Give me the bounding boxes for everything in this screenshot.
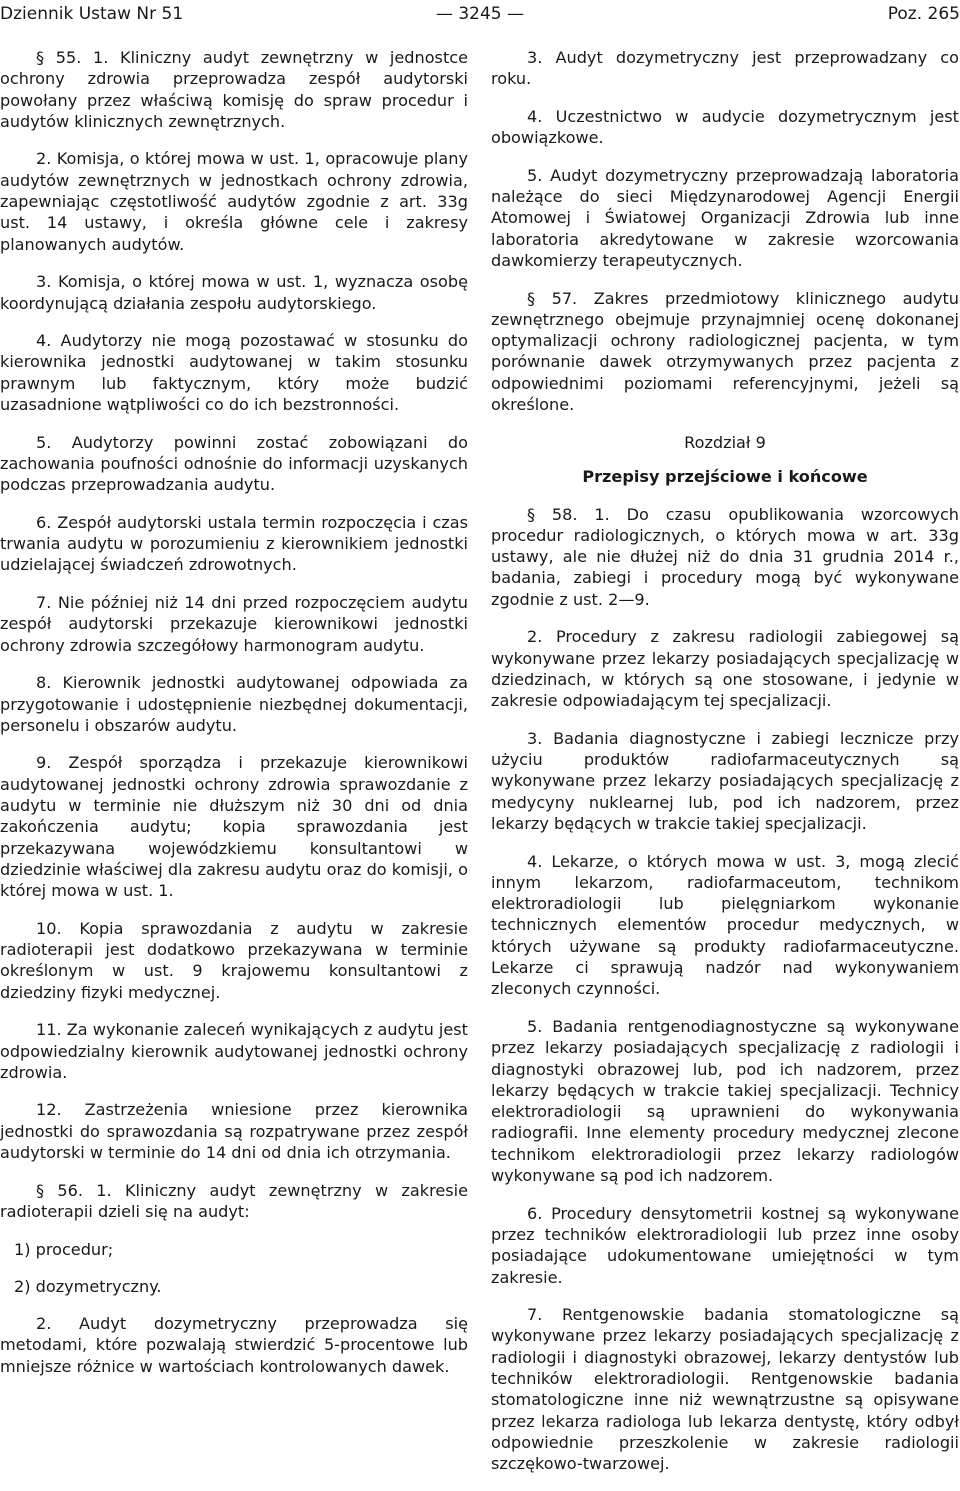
- paragraph-s57: § 57. Zakres przedmiotowy klinicznego audytu zewnętrznego obejmuje przynajmniej ocenę dokonanej optymalizacji ochrony radiologicznej pacjenta, w tym porównanie dawek otrzymywanych przez pacjenta z odpowiednimi poziomami referencyjnymi, jeżeli są określone.: [491, 288, 959, 415]
- paragraph-s58-5: 5. Badania rentgenodiagnostyczne są wykonywane przez lekarzy posiadających specjalizację z radiologii i diagnostyki obrazowej lub, pod ich nadzorem, przez lekarzy będących w trakcie takiej specjalizacji. Technicy elektroradiologii są uprawnieni do wykonywania radiografii. Inne elementy procedury medycznej zlecone technikom elektroradiologii przez lekarzy radiologów wykonywane są pod ich nadzorem.: [491, 1016, 959, 1186]
- paragraph-s58-1: § 58. 1. Do czasu opublikowania wzorcowych procedur radiologicznych, o których mowa w art. 33g ustawy, ale nie dłużej niż do dnia 31 grudnia 2014 r., badania, zabiegi i procedury mogą być wykonywane zgodnie z ust. 2—9.: [491, 504, 959, 609]
- chapter-number: Rozdział 9: [684, 432, 766, 452]
- paragraph-s58-3: 3. Badania diagnostyczne i zabiegi lecznicze przy użyciu produktów radiofarmaceutycznych są wykonywane przez lekarzy posiadających specjalizację z medycyny nuklearnej lub, pod ich nadzorem, przez lekarzy będących w trakcie takiej specjalizacji.: [491, 728, 959, 833]
- left-column: [0, 47, 468, 1393]
- paragraph-s56-5: 5. Audyt dozymetryczny przeprowadzają laboratoria należące do sieci Międzynarodowej Agencji Energii Atomowej i Światowej Organizacji Zdrowia lub inne laboratoria akredytowane w zakresie wzorcowania dawkomierzy terapeutycznych.: [491, 165, 959, 270]
- paragraph-s55-2: 2. Komisja, o której mowa w ust. 1, opracowuje plany audytów zewnętrznych w jednostkach ochrony zdrowia, zapewniając częstotliwość audytów zgodnie z art. 33g ust. 14 ustawy, i określa główne cele i zakresy planowanych audytów.: [0, 149, 468, 254]
- paragraph-s58-6: 6. Procedury densytometrii kostnej są wykonywane przez techników elektroradiologii lub przez inne osoby posiadające udokumentowane umiejętności w tym zakresie.: [491, 1203, 959, 1287]
- page-header: [0, 2, 960, 28]
- list-item-dosimetric: 2) dozymetryczny.: [14, 1276, 162, 1296]
- paragraph-s55-3: 3. Komisja, o której mowa w ust. 1, wyznacza osobę koordynującą działania zespołu audytorskiego.: [0, 272, 468, 313]
- paragraph-s55-8: 8. Kierownik jednostki audytowanej odpowiada za przygotowanie i udostępnienie niezbędnej dokumentacji, personelu i obszarów audytu.: [0, 673, 468, 735]
- paragraph-s56-4: 4. Uczestnictwo w audycie dozymetrycznym jest obowiązkowe.: [491, 106, 959, 148]
- paragraph-s58-7: 7. Rentgenowskie badania stomatologiczne są wykonywane przez lekarzy posiadających specjalizację z radiologii i diagnostyki obrazowej, lekarzy dentystów lub techników elektroradiologii. Rentgenowskie badania stomatologiczne inne niż wewnątrzustne są opisywane przez lekarza radiologa lub lekarza dentystę, który odbył odpowiednie przeszkolenie w zakresie radiologii szczękowo-twarzowej.: [491, 1305, 959, 1474]
- paragraph-s55-9: 9. Zespół sporządza i przekazuje kierownikowi audytowanej jednostki ochrony zdrowia sprawozdanie z audytu w terminie nie dłuższym niż 30 dni od dnia zakończenia audytu; kopia sprawozdania jest przekazywana wojewódzkiemu konsultantowi w dziedzinie właściwej dla zakresu audytu oraz do komisji, o której mowa w ust. 1.: [0, 753, 468, 901]
- journal-title: Dziennik Ustaw Nr 51: [0, 4, 184, 24]
- paragraph-s55-12: 12. Zastrzeżenia wniesione przez kierownika jednostki do sprawozdania są rozpatrywane przez zespół audytorski w terminie do 14 dni od dnia ich otrzymania.: [0, 1100, 468, 1163]
- paragraph-s55-5: 5. Audytorzy powinni zostać zobowiązani do zachowania poufności odnośnie do informacji uzyskanych podczas przeprowadzania audytu.: [0, 432, 468, 495]
- right-column: [491, 47, 959, 1491]
- paragraph-s55-7: 7. Nie później niż 14 dni przed rozpoczęciem audytu zespół audytorski przekazuje kierownikowi jednostki ochrony zdrowia szczegółowy harmonogram audytu.: [0, 593, 468, 655]
- paragraph-s55-11: 11. Za wykonanie zaleceń wynikających z audytu jest odpowiedzialny kierownik audytowanej jednostki ochrony zdrowia.: [0, 1020, 468, 1082]
- chapter-title: Przepisy przejściowe i końcowe: [582, 466, 868, 486]
- paragraph-s56-3: 3. Audyt dozymetryczny jest przeprowadzany co roku.: [491, 48, 959, 89]
- paragraph-s55-4: 4. Audytorzy nie mogą pozostawać w stosunku do kierownika jednostki audytowanej w takim stosunku prawnym lub faktycznym, który może budzić uzasadnione wątpliwości co do ich bezstronności.: [0, 331, 468, 415]
- paragraph-s55-6: 6. Zespół audytorski ustala termin rozpoczęcia i czas trwania audytu w porozumieniu z kierownikiem jednostki udzielającej świadczeń zdrowotnych.: [0, 512, 468, 575]
- list-item-procedures: 1) procedur;: [14, 1239, 114, 1259]
- paragraph-s55-1: § 55. 1. Kliniczny audyt zewnętrzny w jednostce ochrony zdrowia przeprowadza zespół audytorski powołany przez właściwą komisję do spraw procedur i audytów klinicznych zewnętrznych.: [0, 48, 468, 131]
- position-number: Poz. 265: [887, 4, 960, 24]
- paragraph-s56-1: § 56. 1. Kliniczny audyt zewnętrzny w zakresie radioterapii dzieli się na audyt:: [0, 1180, 468, 1221]
- paragraph-s58-4: 4. Lekarze, o których mowa w ust. 3, mogą zlecić innym lekarzom, radiofarmaceutom, technikom elektroradiologii lub pielęgniarkom wykonanie technicznych elementów procedur medycznych, w których używane są produkty radiofarmaceutyczne. Lekarze ci sprawują nadzór nad wykonywaniem zleconych czynności.: [491, 851, 959, 999]
- paragraph-s56-2: 2. Audyt dozymetryczny przeprowadza się metodami, które pozwalają stwierdzić 5-procentowe lub mniejsze różnice w wartościach kontrolowanych dawek.: [0, 1314, 468, 1376]
- paragraph-s55-10: 10. Kopia sprawozdania z audytu w zakresie radioterapii jest dodatkowo przekazywana w terminie określonym w ust. 9 krajowemu konsultantowi z dziedziny fizyki medycznej.: [0, 918, 468, 1002]
- page-number: — 3245 —: [435, 4, 525, 24]
- paragraph-s58-2: 2. Procedury z zakresu radiologii zabiegowej są wykonywane przez lekarzy posiadających specjalizację w dziedzinach, w których są one stosowane, i jedynie w zakresie odpowiadającym tej specjalizacji.: [491, 627, 959, 711]
